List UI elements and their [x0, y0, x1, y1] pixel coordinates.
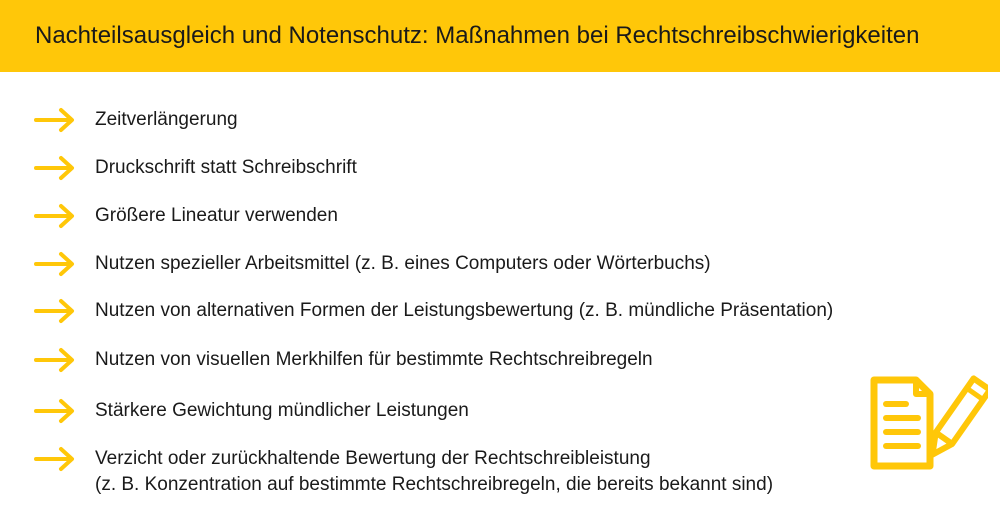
list-item-line: Stärkere Gewichtung mündlicher Leistungen: [95, 400, 469, 421]
arrow-right-icon: [33, 155, 77, 181]
page-title: Nachteilsausgleich und Notenschutz: Maßnahmen bei Rechtschreibschwierigkeiten: [35, 22, 920, 49]
arrow-right-icon: [33, 107, 77, 133]
header-banner: [0, 0, 1000, 72]
list-item-line: Druckschrift statt Schreibschrift: [95, 157, 357, 178]
arrow-right-icon: [33, 446, 77, 472]
arrow-right-icon: [33, 347, 77, 373]
document-pencil-icon: [866, 366, 988, 471]
list-item-line: Größere Lineatur verwenden: [95, 205, 338, 226]
arrow-right-icon: [33, 203, 77, 229]
list-item-text: [95, 155, 357, 181]
arrow-right-icon: [33, 398, 77, 424]
list-item-text: [95, 251, 711, 277]
list-item-line: (z. B. Konzentration auf bestimmte Rechtschreibregeln, die bereits bekannt sind): [95, 474, 774, 495]
arrow-right-icon: [33, 251, 77, 277]
list-item-text: [95, 203, 338, 229]
list-item-text: [95, 107, 238, 133]
list-item-text: [95, 347, 653, 373]
list-item-text: [95, 398, 469, 424]
list-item-line: Nutzen von visuellen Merkhilfen für bestimmte Rechtschreibregeln: [95, 349, 653, 370]
list-item-text: [95, 298, 833, 324]
list-item-line: Nutzen spezieller Arbeitsmittel (z. B. eines Computers oder Wörterbuchs): [95, 253, 711, 274]
list-item-line: Verzicht oder zurückhaltende Bewertung der Rechtschreibleistung: [95, 448, 651, 469]
arrow-right-icon: [33, 298, 77, 324]
list-item-line: Nutzen von alternativen Formen der Leistungsbewertung (z. B. mündliche Präsentation): [95, 300, 834, 321]
list-item-line: Zeitverlängerung: [95, 109, 238, 130]
list-item-text: [95, 446, 773, 498]
